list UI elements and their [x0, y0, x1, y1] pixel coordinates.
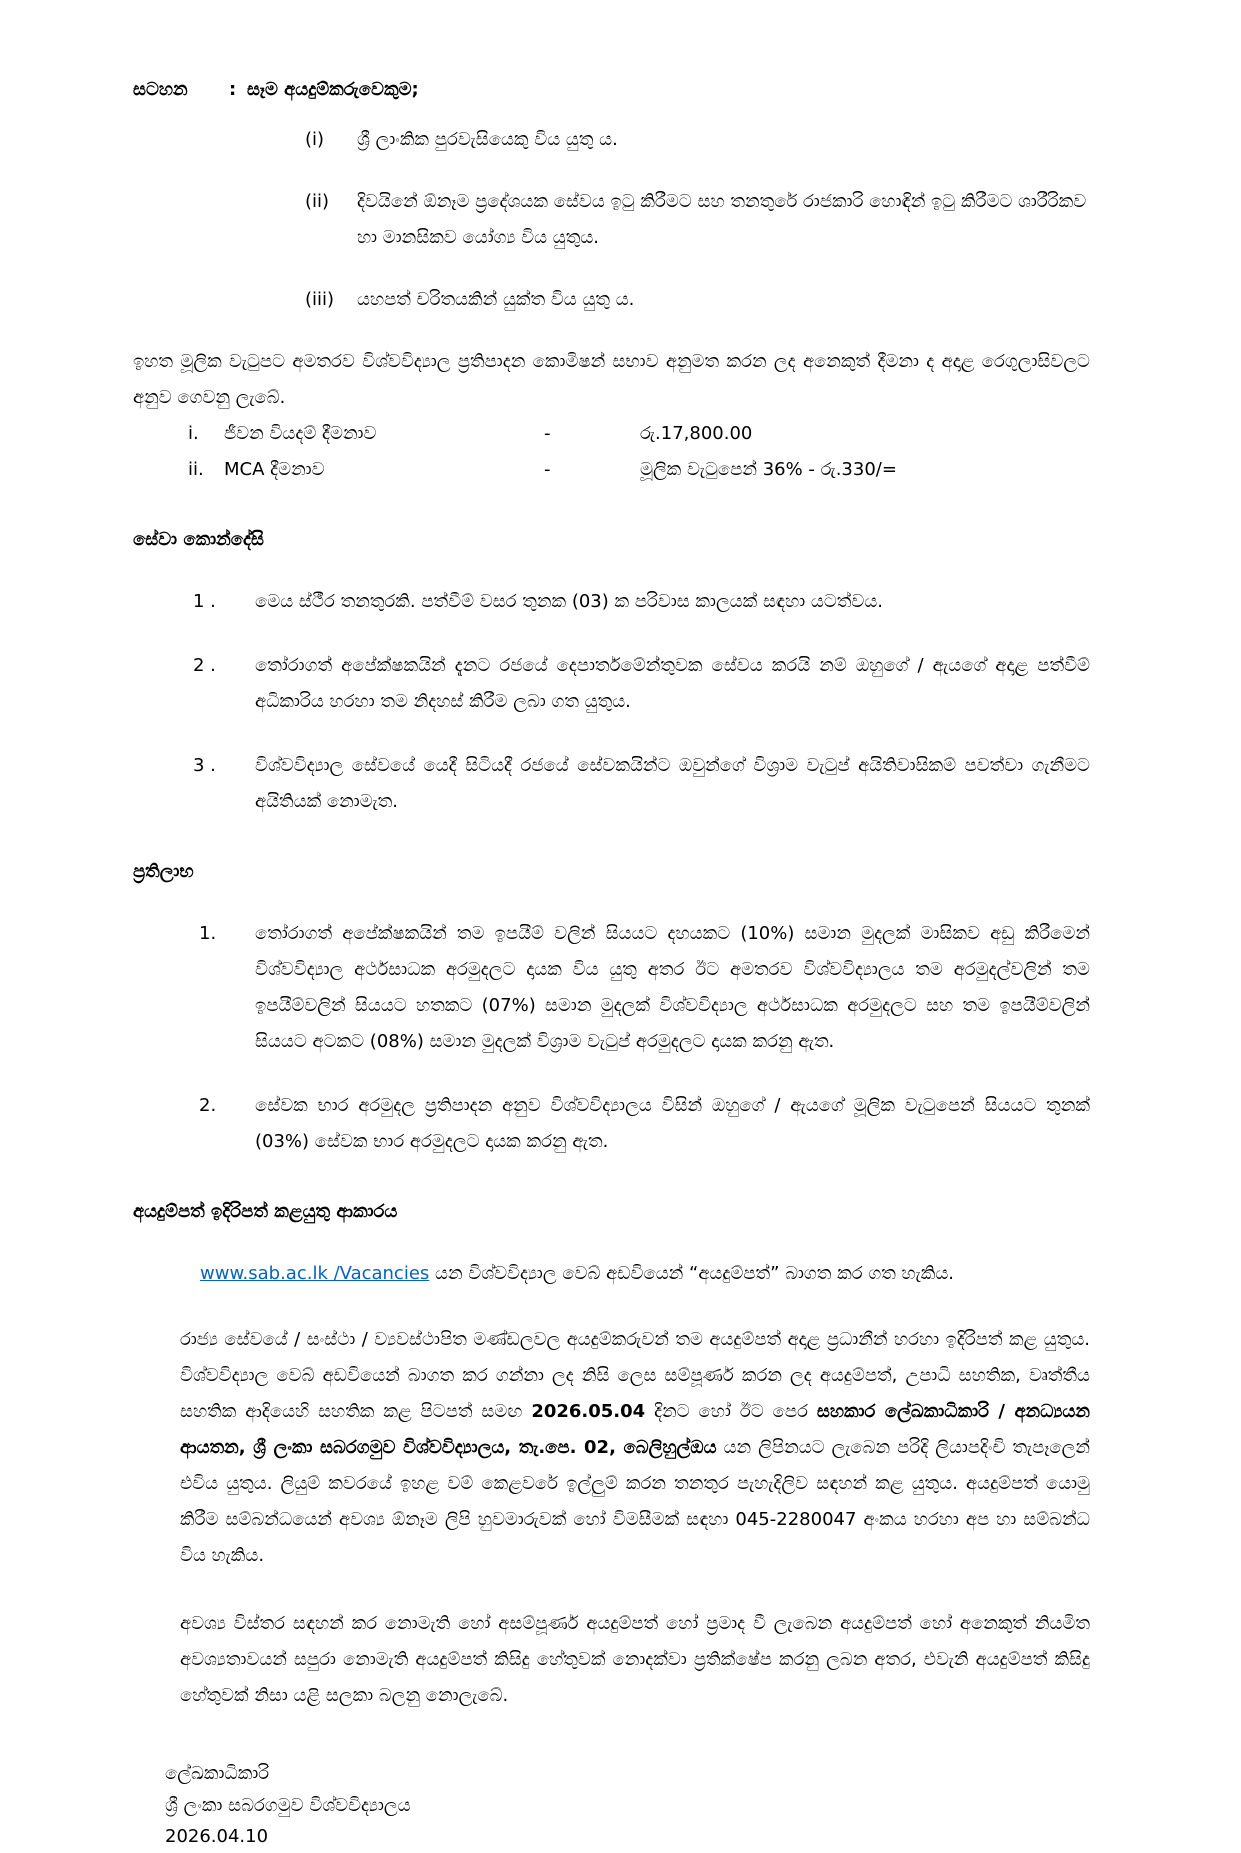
allowances-intro: ඉහත මූලික වැටුපට අමතරව විශ්වවිද්‍යාල ප්‍රතිපාදන කොමිෂන් සභාව අනුමත කරන ලද අනෙකුත් දීමනා ද අදාළ රෙගුලාසිවලට අනුව ගෙවනු ලැබේ. [133, 351, 1090, 408]
address-paragraph-part4: අංකය හරහා අප හා සම්බන්ධ විය හැකිය. [180, 1509, 1090, 1566]
list-item-text: සේවක භාර අරමුදල ප්‍රතිපාදන අනුව විශ්වවිද්‍යාලය විසින් ඔහුගේ / ඇයගේ මූලික වැටුපෙන් සියයට තුනක් (03%) සේවක භාර අරමුදලට දායක කරනු ඇත. [255, 1095, 1090, 1152]
note-label: සටහන [133, 79, 188, 100]
list-marker: 1 . [193, 591, 216, 612]
note-text: සෑම අයදුම්කරුවෙකුම; [247, 79, 419, 100]
row-marker: i. [188, 423, 199, 444]
download-paragraph-text: යන විශ්වවිද්‍යාල වෙබ් අඩවියෙන් “අයදුම්පත්” බාගත කර ගත හැකිය. [429, 1263, 955, 1284]
postal-address: සහකාර ලේඛකාධිකාරි / අනධ්‍යයන ආයතන, ශ්‍රී ලංකා සබරගමුව විශ්වවිද්‍යාලය, තැ.පෙ. 02, බෙලිහුල්ඔය [180, 1401, 1090, 1458]
rejection-paragraph: අවශ්‍ය විස්තර සඳහන් කර නොමැති හෝ අසම්පූර්ණ අයදුම්පත් හෝ ප්‍රමාද වී ලැබෙන අයදුම්පත් හෝ අනෙකුත් නියමිත අවශ්‍යතාවයන් සපුරා නොමැති අයදුම්පත් කිසිදු හේතුවක් නොදක්වා ප්‍රතික්ෂේප කරනු ලබන අතර, එවැනි අයදුම්පත් කිසිදු හේතුවක් නිසා යළි සලකා බලනු නොලැබේ. [180, 1613, 1090, 1706]
list-item [133, 648, 1090, 720]
section-heading-conditions: සේවා කොන්දේසි [133, 529, 264, 550]
list-marker: 2 . [193, 655, 216, 676]
notice-date: 2026.04.10 [165, 1826, 269, 1847]
list-item [133, 916, 1090, 1060]
address-paragraph-part3: යන ලිපිනයට ලැබෙන පරිදි ලියාපදිංචි තැපෑලෙන් එවිය යුතුය. ලියුම් කවරයේ ඉහළ වම් කෙළවරේ ඉල්ලුම් කරන තනතුර පැහැදිලිව සඳහන් කළ යුතුය. අයදුම්පත් යොමු කිරීම සම්බන්ධයෙන් අවශ්‍ය ඕනෑම ලිපි හුවමාරුවක් හෝ විමසීමක් සඳහා [180, 1437, 1090, 1530]
signatory-org: ශ්‍රී ලංකා සබරගමුව විශ්වවිද්‍යාලය [165, 1794, 411, 1816]
dash: - [544, 423, 551, 444]
note-row [133, 72, 1090, 108]
list-item [133, 1088, 1090, 1160]
list-marker: 3 . [193, 755, 216, 776]
list-marker: 2. [199, 1095, 217, 1116]
list-item-text: තෝරාගත් අපේක්ෂකයින් දැනට රජයේ දෙපාර්තමේන්තුවක සේවය කරයි නම් ඔහුගේ / ඇයගේ අදාළ පත්වීම් අධිකාරිය හරහා තම නිදහස් කිරීම ලබා ගත යුතුය. [255, 655, 1090, 712]
section-heading-benefits: ප්‍රතිලාභ [133, 861, 194, 882]
address-paragraph [180, 1322, 1090, 1574]
eligibility-list [305, 122, 1090, 318]
list-marker: (ii) [305, 191, 330, 212]
list-item [305, 282, 1090, 318]
address-paragraph-part2: දිනට හෝ ඊට පෙර [645, 1401, 817, 1422]
list-item-text: මෙය ස්ථීර තනතුරකි. පත්වීම් වසර තුනක (03) ක පරිවාස කාලයක් සඳහා යටත්වය. [255, 591, 883, 612]
allowance-label: MCA දීමනාව [224, 459, 325, 480]
allowances-table [133, 416, 1090, 488]
row-marker: ii. [188, 459, 204, 480]
closing-date: 2026.05.04 [531, 1401, 646, 1422]
benefits-list [133, 916, 1090, 1160]
list-item-text: විශ්වවිද්‍යාල සේවයේ යෙදී සිටියදී රජයේ සේවකයින්ට ඔවුන්ගේ විශ්‍රාම වැටුප් අයිතිවාසිකම් පවත්වා ගැනීමට අයිතියක් නොමැත. [255, 755, 1090, 812]
dash: - [544, 459, 551, 480]
allowance-label: ජීවන වියදම් දීමනාව [224, 423, 377, 444]
note-colon: : [229, 79, 237, 100]
vacancies-link[interactable]: www.sab.ac.lk /Vacancies [200, 1263, 430, 1284]
conditions-list [133, 584, 1090, 820]
address-paragraph-part1: රාජ්‍ය සේවයේ / සංස්ථා / ව්‍යවස්ථාපිත මණ්ඩලවල අයදුම්කරුවන් තම අයදුම්පත් අදාළ ප්‍රධානීන් හරහා ඉදිරිපත් කළ යුතුය. විශ්වවිද්‍යාල වෙබ් අඩවියෙන් බාගත කර ගන්නා ලද නිසි ලෙස සම්පූර්ණ කරන ලද අයදුම්පත්, උපාධි සහතික, වෘත්තීය සහතික ආදියෙහි සහතික කළ පිටපත් සමඟ [180, 1329, 1090, 1422]
list-item [133, 584, 1090, 620]
download-paragraph [200, 1256, 1090, 1292]
signature-block [165, 1758, 1090, 1853]
table-row [188, 416, 1090, 452]
list-marker: (iii) [305, 289, 335, 310]
list-item [133, 748, 1090, 820]
allowance-value: රු.17,800.00 [640, 423, 753, 444]
table-row [188, 452, 1090, 488]
list-item [305, 184, 1090, 256]
allowance-value: මූලික වැටුපෙන් 36% - රු.330/= [640, 459, 897, 480]
section-heading-submission: අයදුම්පත් ඉදිරිපත් කළයුතු ආකාරය [133, 1201, 398, 1222]
signatory-title: ලේඛකාධිකාරි [165, 1763, 270, 1784]
list-item-text: දිවයිනේ ඕනෑම ප්‍රදේශයක සේවය ඉටු කිරීමට සහ තනතුරේ රාජකාරි හොඳින් ඉටු කිරීමට ශාරීරිකව හා මානසිකව යෝග්‍ය විය යුතුය. [357, 191, 1087, 248]
list-item-text: තෝරාගත් අපේක්ෂකයින් තම ඉපයීම් වලින් සියයට දහයකට (10%) සමාන මුදලක් මාසිකව අඩු කිරීමෙන් විශ්වවිද්‍යාල අර්ථසාධක අරමුදලට දායක විය යුතු අතර ඊට අමතරව විශ්වවිද්‍යාලය තම අරමුදල්වලින් තම ඉපයීම්වලින් සියයට හතකට (07%) සමාන මුදලක් විශ්වවිද්‍යාල අර්ථසාධක අරමුදලට සහ තම ඉපයීම්වලින් සියයට අටකට (08%) සමාන මුදලක් විශ්‍රාම වැටුප් අරමුදලට දායක කරනු ඇත. [255, 923, 1090, 1052]
list-item-text: ශ්‍රී ලාංකික පුරවැසියෙකු විය යුතු ය. [357, 129, 618, 150]
list-item [305, 122, 1090, 158]
contact-phone: 045-2280047 [735, 1509, 857, 1530]
list-marker: 1. [199, 923, 217, 944]
list-item-text: යහපත් චරිතයකින් යුක්ත විය යුතු ය. [357, 289, 635, 310]
list-marker: (i) [305, 129, 325, 150]
